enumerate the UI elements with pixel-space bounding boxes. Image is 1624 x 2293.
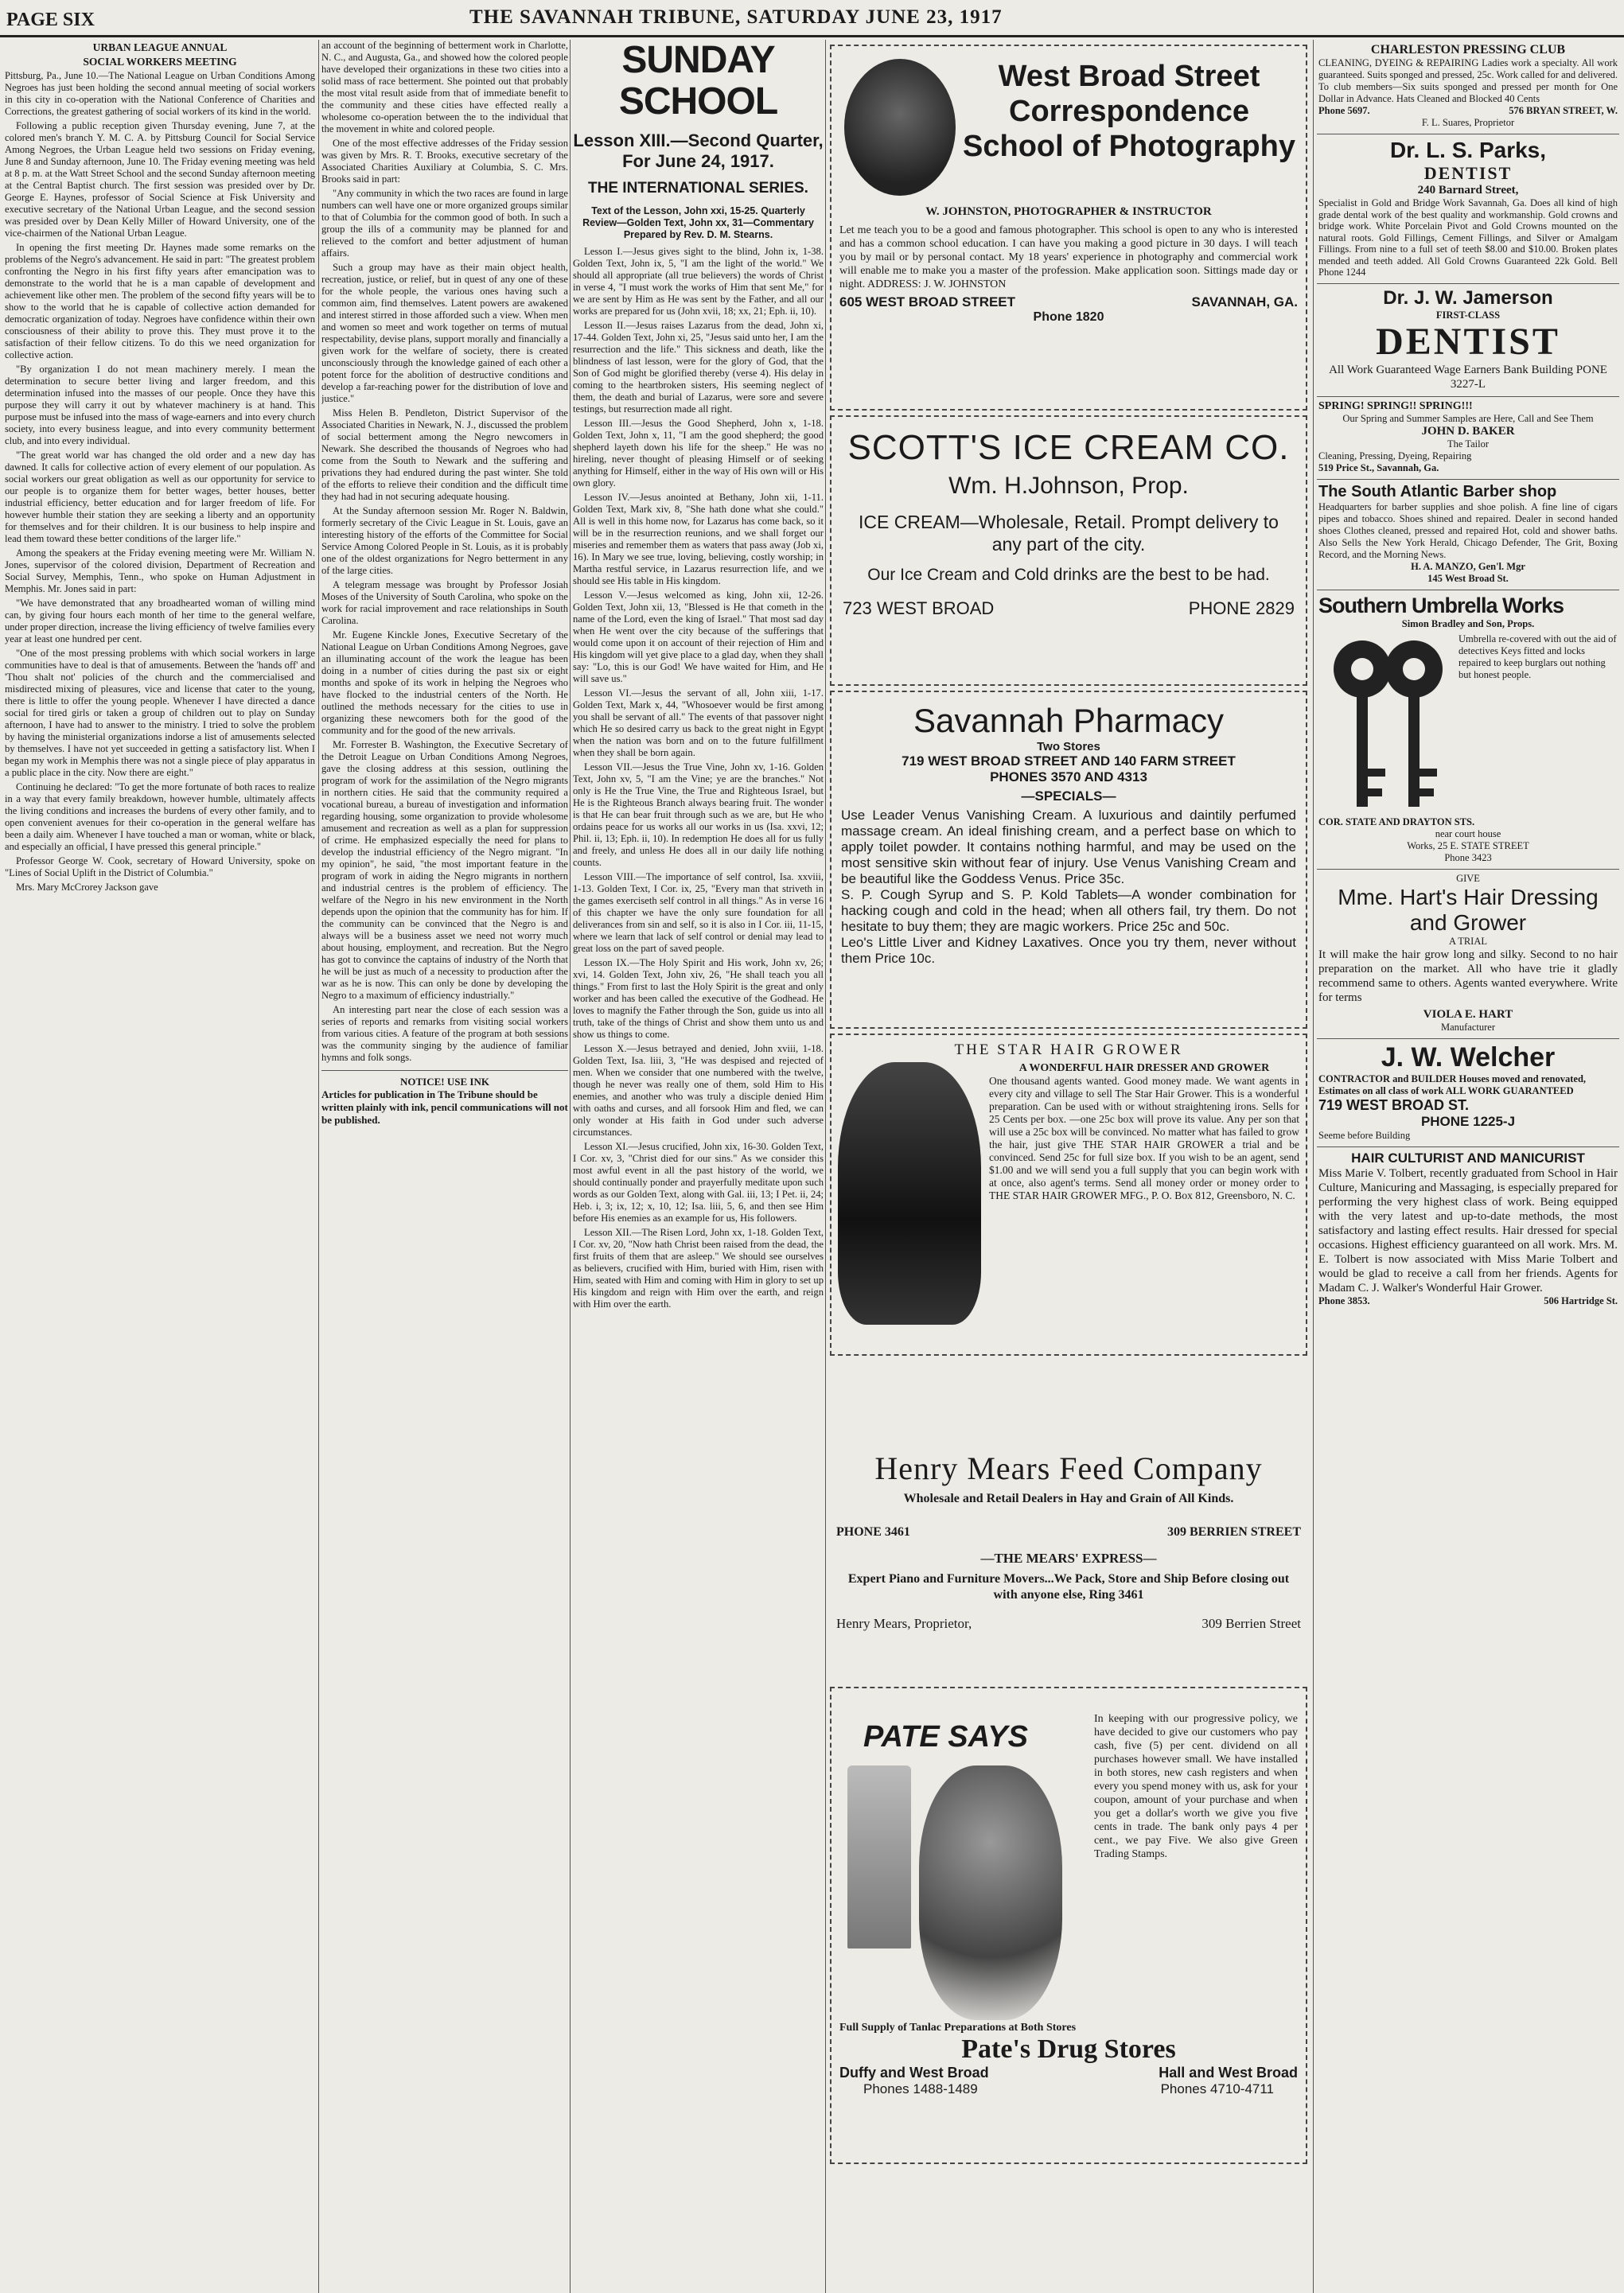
hair-ad-text bbox=[981, 1062, 1299, 1325]
pate-illustration bbox=[839, 1765, 1086, 2020]
article-paragraph: Pittsburg, Pa., June 10.—The National League on Urban Conditions Among Negroes has just been holding the second annual meeting of social workers in this city in co-operation with the National Conference of Charities and Corrections, the greatest gathering of social workers of its kind in the world. bbox=[5, 70, 315, 117]
photo-ad-title: West Broad Street Correspondence School of Photography bbox=[963, 60, 1295, 163]
article-paragraph: "We have demonstrated that any broadhearted woman of willing mind can, by giving four hours each month of her time to the general welfare, under proper direction, increase the living efficiency of twelve families every year at least one hundred per cent. bbox=[5, 598, 315, 644]
parks-dentist-ad bbox=[1317, 134, 1619, 284]
article-paragraph: Miss Helen B. Pendleton, District Supervisor of the Associated Charities in Newark, N. J., discussed the problem of social betterment among the Negro newcomers in Newark. She described the thousands of Negroes who had come from the South to Newark and the suffering and privations they had endured during the past winter. She told of the efforts to relieve their condition and the difficult time they had had in not securing adequate housing. bbox=[321, 407, 568, 502]
pate-ad-top bbox=[839, 1696, 1298, 2020]
lesson-paragraph: Lesson XII.—The Risen Lord, John xx, 1-18. Golden Text, I Cor. xv, 20, "Now hath Christ been raised from the dead, the first fruits of them that are asleep." We should see ourselves as believers, crucified with Him, buried with Him, risen with Him, seated with Him and coming with Him in glory to set up His kingdom and reign with Him over the earth, and reign with Him over the earth. bbox=[573, 1227, 824, 1310]
lesson-paragraph: Lesson IV.—Jesus anointed at Bethany, John xii, 1-11. Golden Text, Mark xiv, 8, "She hath done what she could." All is well in this home now, for Lazarus has come back, so it will be in the resurrection reunions, and we shall forget our miseries and remember them as waters that pass away (Job xi, 16). In Mary we see true, loving, believing, costly worship; in Martha restful service, in Lazarus resurrection life, and we should see His table in His kingdom. bbox=[573, 492, 824, 586]
welcher-phone: PHONE 1225-J bbox=[1420, 1113, 1516, 1129]
jamerson-big: DENTIST bbox=[1376, 320, 1560, 363]
column-divider bbox=[570, 40, 571, 2293]
charleston-title: CHARLESTON PRESSING CLUB bbox=[1370, 43, 1566, 56]
lesson-paragraph: Lesson VII.—Jesus the True Vine, John xv, 1-16. Golden Text, John xv, 5, "I am the Vine; ye are the branches." Not only is He the True Vine, the True and Righteous Israel, but He is the Righteous Branch always bearing fruit. The wonder is that He can bear fruit through such as we are, but He who ordains peace for us works all our works in us (Isa. xxvi, 12; Phil. ii, 13; Eph. ii, 10). In redemption He does all for us fully and freely, and unless He does all in our daily life nothing counts. bbox=[573, 761, 824, 868]
ice-cream-title: SCOTT'S ICE CREAM CO. bbox=[847, 428, 1290, 467]
photo-ad-city: SAVANNAH, GA. bbox=[1191, 294, 1298, 309]
photo-ad-address: 605 WEST BROAD STREET bbox=[839, 294, 1016, 309]
pharmacy-phones: PHONES 3570 AND 4313 bbox=[990, 769, 1147, 784]
umbrella-works-ad bbox=[1317, 590, 1619, 870]
express-heading: —THE MEARS' EXPRESS— bbox=[980, 1551, 1157, 1566]
pate-locations-row bbox=[839, 2065, 1298, 2081]
article-paragraph: At the Sunday afternoon session Mr. Roger N. Baldwin, formerly secretary of the Civic League in St. Louis, gave an interesting history of the efforts of the Committee for Social Service Among Colored People in St. Louis, as it is probably one of the oldest organizations for Negro betterment in any of the large cities. bbox=[321, 505, 568, 576]
ice-cream-phone: PHONE 2829 bbox=[1188, 598, 1295, 618]
charleston-proprietor: F. L. Suares, Proprietor bbox=[1421, 117, 1515, 128]
umbrella-proprietor: Simon Bradley and Son, Props. bbox=[1401, 617, 1535, 629]
column-divider bbox=[1313, 40, 1314, 2293]
charleston-phone: Phone 5697. bbox=[1318, 105, 1370, 116]
feed-phone-row bbox=[836, 1525, 1301, 1540]
ice-cream-address: 723 WEST BROAD bbox=[843, 598, 995, 618]
lesson-paragraph: Lesson IX.—The Holy Spirit and His work, John xv, 26; xvi, 14. Golden Text, John xiv, 26, "He shall teach you all things." From first to last the Holy Spirit is the great and only worker and has been called the executive of the Godhead. He loves to magnify the Father through the Son, guide us into all truth, take of the things of Christ and show them unto us and show us things to come. bbox=[573, 957, 824, 1040]
column-divider bbox=[318, 40, 319, 2293]
feed-title: Henry Mears Feed Company bbox=[874, 1450, 1263, 1486]
article-paragraph: A telegram message was brought by Professor Josiah Moses of the University of South Carolina, who spoke on the work for racial improvement and race relationships in South Carolina. bbox=[321, 579, 568, 626]
feed-company-ad bbox=[830, 1362, 1307, 1680]
woman-portrait-image bbox=[838, 1062, 981, 1325]
pate-ad-left bbox=[839, 1696, 1086, 2020]
umbrella-body-row bbox=[1318, 633, 1618, 816]
barber-title: The South Atlantic Barber shop bbox=[1318, 482, 1557, 500]
article-paragraph: Among the speakers at the Friday evening meeting were Mr. William N. Jones, supervisor of the colored division, Department of Recreation and Social Survey, Memphis, Tenn., who spoke on Human Adjustment in Memphis. Mr. Jones said in part: bbox=[5, 547, 315, 594]
article-paragraph: Following a public reception given Thursday evening, June 7, at the colored men's branch Y. M. C. A. by Pittsburg Council for Social Service Among Negroes, the Urban League held two sessions on Friday evening, June 8 and Sunday afternoon, June 10. The Friday evening meeting was held at 8 p. m. at the Watt Street School and the second Sunday afternoon meeting at the Central Baptist church. The first session was presided over by Dr. George E. Haynes, professor of Social Science at Fisk University and executive secretary of the National Urban League, and the second session was presided over by Dean Kelly Miller of Howard University, one of the vice-chairmen of the National Urban League. bbox=[5, 120, 315, 239]
feed-proprietor-row bbox=[836, 1616, 1301, 1632]
pate-title: PATE SAYS bbox=[863, 1720, 1028, 1754]
pharmacy-address: 719 WEST BROAD STREET AND 140 FARM STREET bbox=[902, 753, 1236, 769]
article-paragraph: In opening the first meeting Dr. Haynes made some remarks on the problems of the Negro's advancement. He said in part: "The greatest problem confronting the Negro in his first fifty years after emancipation was to demonstrate to the world that he is a man capable of development and achievement like other men. The problem of the second fifty years will be to show to the world that he is capable of collective action demanded for democratic organization of today. Negroes have confidence within their own consciousness of their ability to prove this. They must prove it to the satisfaction of their fellow citizens. To do this we need organization for collective action. bbox=[5, 242, 315, 360]
hair-culturist-ad bbox=[1317, 1147, 1619, 1310]
umbrella-title: Southern Umbrella Works bbox=[1318, 593, 1564, 617]
lesson-paragraph: Lesson VIII.—The importance of self control, Isa. xxviii, 1-13. Golden Text, I Cor. ix, 25, "Every man that striveth in the games exerciseth self control in all things." As in verse 16 of this chapter we have the only sure foundation for all deliverances from sin and self, so it is also in I Cor. iii, 11-15, where we learn that lack of self control or denial may lead to great loss on the part of saved people. bbox=[573, 871, 824, 954]
pharmacy-stores: Two Stores bbox=[1037, 740, 1100, 753]
welcher-see: Seeme before Building bbox=[1318, 1129, 1411, 1141]
pate-drug-ad bbox=[830, 1687, 1307, 2164]
star-hair-grower-ad bbox=[830, 1034, 1307, 1356]
welcher-title: J. W. Welcher bbox=[1381, 1041, 1556, 1073]
jamerson-dentist-ad bbox=[1317, 284, 1619, 397]
umbrella-phone: Phone 3423 bbox=[1444, 851, 1492, 863]
hair-culturist-contact bbox=[1318, 1295, 1618, 1307]
hair-ad-body-row bbox=[838, 1062, 1299, 1325]
photography-school-ad bbox=[830, 45, 1307, 411]
hair-ad-subtitle: A WONDERFUL HAIR DRESSER AND GROWER bbox=[1018, 1062, 1270, 1074]
pate-stores-title: Pate's Drug Stores bbox=[961, 2034, 1176, 2064]
article-paragraph: an account of the beginning of betterment work in Charlotte, N. C., and Augusta, Ga., and showed how the colored people have developed their organizations in these two cities into a solid mass of race betterment. She pointed out that probably the most vital result aside from that of immediate benefit to the community and these cities have effected really a wholesome co-operation between the to the individual that the movement in white and colored people. bbox=[321, 40, 568, 134]
medicine-bottle-image bbox=[847, 1765, 911, 1948]
hart-hair-ad bbox=[1317, 870, 1619, 1039]
parks-title: Dr. L. S. Parks, bbox=[1389, 138, 1547, 162]
column-divider bbox=[825, 40, 826, 2293]
pharmacy-special-1: Use Leader Venus Vanishing Cream. A luxurious and daintily perfumed massage cream. An ideal finishing cream, and a perfect base on which to apply toilet powder. It contains nothing harmful, and may be used on the most sensitive skin without fear of injury. Use Venus Vanishing Cream and be beautiful like the Goddess Venus. Price 35c. bbox=[841, 808, 1296, 886]
ice-cream-address-row bbox=[843, 598, 1295, 619]
hair-culturist-title: HAIR CULTURIST AND MANICURIST bbox=[1351, 1150, 1585, 1166]
feed-address: 309 BERRIEN STREET bbox=[1166, 1525, 1301, 1539]
masthead: THE SAVANNAH TRIBUNE, SATURDAY JUNE 23, 1917 bbox=[469, 6, 1003, 28]
classified-column bbox=[1317, 40, 1619, 2293]
article-column-1 bbox=[5, 40, 315, 2293]
photo-ad-top bbox=[839, 54, 1298, 200]
pate-phone-right: Phones 4710-4711 bbox=[1160, 2081, 1274, 2096]
welcher-address: 719 WEST BROAD ST. bbox=[1318, 1096, 1470, 1113]
pharmacy-title: Savannah Pharmacy bbox=[913, 702, 1224, 739]
pharmacy-specials: —SPECIALS— bbox=[1021, 788, 1116, 804]
article-paragraph: Mr. Eugene Kinckle Jones, Executive Secretary of the National League on Urban Conditions Among Negroes, gave an illuminating account of the work the league has been doing in a number of cities during the past six or eight months and spoke of its work in helping the Negroes who have flocked to the industrial centers of the North. He outlined the methods necessary for the cities to use in organizing these newcomers both for the good of the community and for the good of the new arrivals. bbox=[321, 629, 568, 736]
lesson-heading: Lesson XIII.—Second Quarter, For June 24, 1917. bbox=[573, 130, 824, 171]
notice-body: Articles for publication in The Tribune should be written plainly with ink, pencil communications will not be published. bbox=[321, 1088, 568, 1126]
baker-role: The Tailor bbox=[1447, 438, 1489, 450]
hart-body: It will make the hair grow long and silky. Second to no hair preparation on the market. All who have trie it gladly recommend same to others. Agents wanted everywhere. Write for terms bbox=[1318, 948, 1618, 1004]
photo-ad-phone: Phone 1820 bbox=[1033, 310, 1104, 324]
barber-body: Headquarters for barber supplies and shoe polish. A fine line of cigars pipes and tobacco. Shoes shined and repaired. Dealer in second handed shoes Clothes cleaned, pressed and repaired Hot, cold and shower baths. Also Sells the New York Herald, Chicago Defender, The Grit, Boxing Record, and the Morning News. bbox=[1318, 500, 1618, 560]
article-paragraph: "The great world war has changed the old order and a new day has dawned. It calls for collective action of every element of our population. As social workers our great obligation as well as our opportunity for service to our people is to organize them for better wages, better houses, better industrial efficiency, better education and for larger freedom of life. For however humble their station they are seeking a liberty and an opportunity for themselves and for their children. It is our business to help inspire and lead them toward these better conditions of the larger life." bbox=[5, 450, 315, 544]
portrait-image bbox=[844, 59, 956, 196]
hart-give: GIVE bbox=[1456, 872, 1480, 884]
page-header bbox=[0, 0, 1624, 37]
hart-trial: A TRIAL bbox=[1448, 935, 1488, 947]
sunday-school-title: SUNDAY SCHOOL bbox=[618, 40, 778, 123]
article-column-2 bbox=[321, 40, 568, 2293]
pharmacist-image bbox=[919, 1765, 1062, 2020]
pate-phones-row bbox=[839, 2081, 1298, 2097]
charleston-ad bbox=[1317, 40, 1619, 134]
feed-phone: PHONE 3461 bbox=[836, 1525, 910, 1539]
notice-box bbox=[321, 1070, 568, 1127]
umbrella-address-1: COR. STATE AND DRAYTON STS. bbox=[1318, 816, 1475, 827]
baker-services: Cleaning, Pressing, Dyeing, Repairing bbox=[1318, 450, 1472, 461]
pate-body: In keeping with our progressive policy, we have decided to give our customers who pay cash, five (5) per cent. dividend on all purchases however small. We have installed in both stores, new cash registers and when every you spend money with us, ask for your coupon, amount of your purchase and when you get a dollar's worth we give you five cents in trade. The bank only pays 4 per cent., we pay Five. We also give Green Trading Stamps. bbox=[1094, 1713, 1298, 1860]
umbrella-body: Umbrella re-covered with out the aid of detectives Keys fitted and locks repaired to keep burglars out nothing but honest people. bbox=[1458, 633, 1617, 680]
article-paragraph: Such a group may have as their main object health, recreation, justice, or relief, but in quest of any one of these for the whole people, the various ones having such a common aim, find themselves. Latent powers are awakened and interest stirred in those afforded such a view. When men and women so meet and work together on terms of mutual respectability, devise plans, support morally and financially a given work for the welfare of society, there is created unconsciously through the knowledge gained of each other a potent force for the abolition of destructive conditions and develop a far-reaching power for the distribution of love and justice." bbox=[321, 262, 568, 404]
hair-culturist-body: Miss Marie V. Tolbert, recently graduated from School in Hair Culture, Manicuring and Massaging, is especially prepared for performing the very highest class of work. Being equipped with the very latest and up-to-date methods, the most satisfactory and lasting effect results. Hair dressed for special occasions. Highest efficiency guaranteed on all work. Mrs. M. E. Tolbert is now associated with Miss Marie Tolbert and would be glad to receive a call from her friends. Agents for Madam C. J. Walker's Wonderful Hair Grower. bbox=[1318, 1166, 1618, 1294]
pharmacy-special-2: S. P. Cough Syrup and S. P. Kold Tablets—A wonder combination for hacking cough and cold in the head; when all others fail, try them. Do not hesitate to buy them; they are magic workers. Price 25c and 50c. bbox=[841, 887, 1296, 934]
article-paragraph: "One of the most pressing problems with which social workers in large communities have to deal is that of amusements. Between the 'hands off' and 'Thou shalt not' policies of the church and the commercialised and misdirected mixing of pleasures, vice and license that cater to the young, there is little to offer the young people. Whenever I have directed a dance social for tired girls or taken a group of children out to play on Sunday afternoon, I have had to answer to the ministry. I tried to solve the problem by having the ministerial organizations indorse a list of amusements selected by themselves. I have not yet succeeded in getting a satisfactory list. When I began my work in Memphis there was not a single piece of play apparatus in a public place in the city. Now there are eight." bbox=[5, 648, 315, 778]
baker-name: JOHN D. BAKER bbox=[1421, 424, 1515, 438]
feed-proprietor: Henry Mears, Proprietor, bbox=[836, 1616, 972, 1631]
hair-ad-body: One thousand agents wanted. Good money made. We want agents in every city and village to sell The Star Hair Grower. This is a wonderful preparation. Can be used with or without straightening irons. Sells for 25 Cents per box. —one 25c box will prove its value. Any per son that will use a 25c box will be convinced. No matter what has failed to grow the hair, just give THE STAR HAIR GROWER a trial and be convinced. Send 25c for full size box. If you wish to be an agent, send $1.00 and we will send you a full supply that you can begin work with at once, also agent's terms. Send all money order or money order to THE STAR HAIR GROWER MFG., P. O. Box 812, Greensboro, N. C. bbox=[989, 1075, 1299, 1201]
jamerson-body: All Work Guaranteed Wage Earners Bank Building PONE 3227-L bbox=[1329, 363, 1607, 391]
article-paragraph: Mr. Forrester B. Washington, the Executive Secretary of the Detroit League on Urban Conditions Among Negroes, gave the closing address at this session, outlining the program of work for the assimilation of the Negro migrants in northern cities. He said that the community required a vocational bureau, a bureau of investigation and information regarding housing, some organization to provide wholesome amusement and recreation as well as a plan for suppression of crime. He emphasized especially the need for plans to develop the industrial efficiency of the Negro migrant. "In my opinion", he said, "the most important feature in the program of work in aiding the Negro migrants in northern and industrial centres is the problem of efficiency. The welfare of the Negro in his new environment in the North depends upon the opinion that the community has for him. If the community can be convinced that the Negro is and always will be a business asset we need not worry much about housing, employment, and recreation. But the Negro has got to convince the captains of industry of the North that he will be just as much of a necessity to production after the war as he is now. This can only be done by developing the Negro to a maximum of efficiency industrially." bbox=[321, 739, 568, 1001]
umbrella-address-2: near court house bbox=[1435, 827, 1501, 839]
article-paragraph: Mrs. Mary McCrorey Jackson gave bbox=[16, 882, 158, 893]
parks-body: Specialist in Gold and Bridge Work Savannah, Ga. Does all kind of high grade dental work of the best quality and workmanship. Gold crowns and bridge work. White Porcelain Pivot and Gold Crowns mounted on the natural roots. Gold Fillings, Cement Fillings, and Silver or Amalgam Fillings. From nine to a full set of teeth $8.00 and $10.00. Broken plates mended and teeth added. All Gold Crowns Guaranteed 22k Gold. Bell Phone 1244 bbox=[1318, 197, 1618, 278]
lesson-paragraph: Lesson XI.—Jesus crucified, John xix, 16-30. Golden Text, I Cor. xv, 3, "Christ died for our sins." As we consider this most awful event in all the past history of the world, we should continually ponder and prayerfully meditate upon such words as our Golden Text, along with Gal. iii, 13; I Pet. ii, 24; Heb. i, 3; ix, 12; x, 10, 12; Isa. liii, 5, 6, and then see Him before His enemies as an example for us, His followers. bbox=[573, 1141, 824, 1224]
lesson-paragraph: Lesson X.—Jesus betrayed and denied, John xviii, 1-18. Golden Text, Isa. liii, 3, "He was despised and rejected of men. When we consider that one numbered with the twelve, though he never was really one of them, sold Him to His enemies, and another who was truly a disciple denied Him with oaths and curses, and all forsook Him and fled, we can only wonder at His faith in God under such adverse circumstances. bbox=[573, 1043, 824, 1138]
pharmacy-ad bbox=[830, 691, 1307, 1029]
ice-cream-line-1: ICE CREAM—Wholesale, Retail. Prompt delivery to any part of the city. bbox=[859, 512, 1279, 555]
umbrella-address-3: Works, 25 E. STATE STREET bbox=[1407, 839, 1529, 851]
article-paragraph: "Any community in which the two races are found in large numbers can well have one or more organized groups similar to that of Columbia for the common good of both. In such a group the ills of a community may be planned for and relieved to the comfort and better adjustment of human affairs. bbox=[321, 188, 568, 259]
keys-icon bbox=[1318, 633, 1454, 816]
article-subheading: SOCIAL WORKERS MEETING bbox=[83, 56, 237, 68]
baker-tailor-ad bbox=[1317, 397, 1619, 480]
jamerson-title: Dr. J. W. Jamerson bbox=[1383, 286, 1553, 309]
hart-role: Manufacturer bbox=[1440, 1021, 1496, 1033]
charleston-body: CLEANING, DYEING & REPAIRING Ladies work a specialty. All work guaranteed. Suits sponged and pressed, 25c. Work called for and delivered. To club members—Six suits sponged and pressed per month for One Dollar in Advance. Hats Cleaned and Blocked 40 Cents bbox=[1318, 57, 1618, 104]
pate-location-right: Hall and West Broad bbox=[1159, 2065, 1298, 2081]
ice-cream-proprietor: Wm. H.Johnson, Prop. bbox=[948, 473, 1189, 499]
welcher-body: CONTRACTOR and BUILDER Houses moved and renovated, Estimates on all class of work ALL WORK GUARANTEED bbox=[1318, 1073, 1587, 1096]
photo-ad-address-row bbox=[839, 294, 1298, 310]
lesson-paragraph: Lesson II.—Jesus raises Lazarus from the dead, John xi, 17-44. Golden Text, John xi, 25, "Jesus said unto her, I am the resurrection and the life." This sickness and death, like the blindness of last lesson, were for the glory of God, that the Son of God might be glorified thereby (verse 4). His delay in coming to the heartbroken sisters, His seeming neglect of them, the death and burial of Lazarus, were sore and severe testings, but resurrection made all right. bbox=[573, 320, 824, 415]
sunday-school-column bbox=[573, 40, 824, 2293]
barber-shop-ad bbox=[1317, 480, 1619, 590]
notice-title: NOTICE! USE INK bbox=[400, 1076, 489, 1088]
article-paragraph: "By organization I do not mean machinery merely. I mean the determination to secure better living and larger freedom, and this determination infused into the masses of our people. Once they have this purpose they will carry it out by whatever machinery is at hand. This purpose must be infused into the mass of wage-earners and into every church society, into every business league, and into every community betterment club, and into every individual. bbox=[5, 364, 315, 446]
article-heading: URBAN LEAGUE ANNUAL bbox=[92, 41, 228, 53]
express-body: Expert Piano and Furniture Movers...We Pack, Store and Ship Before closing out with anyone else, Ring 3461 bbox=[847, 1572, 1290, 1602]
charleston-address: 576 BRYAN STREET, W. bbox=[1509, 105, 1618, 116]
article-paragraph: An interesting part near the close of each session was a series of reports and remarks from visiting social workers from various cities. A feature of the program at both sessions was the community singing by the audience of familiar hymns and folk songs. bbox=[321, 1004, 568, 1063]
lesson-paragraph: Lesson VI.—Jesus the servant of all, John xiii, 1-17. Golden Text, Mark x, 44, "Whosoever would be first among you shall be servant of all." The events of that passover night which He so desired carry us back to the great night in Egypt when the nation was born and on to the future fulfillment when they shall be born again. bbox=[573, 687, 824, 758]
parks-subtitle: DENTIST bbox=[1423, 163, 1513, 183]
pate-supply: Full Supply of Tanlac Preparations at Both Stores bbox=[839, 2022, 1077, 2034]
page-number: PAGE SIX bbox=[6, 10, 95, 30]
article-paragraph: Professor George W. Cook, secretary of Howard University, spoke on "Lines of Social Uplift in the District of Columbia." bbox=[5, 855, 315, 878]
pate-location-left: Duffy and West Broad bbox=[839, 2065, 989, 2081]
hair-culturist-address: 506 Hartridge St. bbox=[1544, 1294, 1618, 1306]
barber-manager: H. A. MANZO, Gen'l. Mgr bbox=[1411, 560, 1525, 572]
hart-title: Mme. Hart's Hair Dressing and Grower bbox=[1338, 884, 1599, 935]
ice-cream-ad bbox=[830, 415, 1307, 686]
hair-ad-title: THE STAR HAIR GROWER bbox=[954, 1041, 1183, 1058]
photo-ad-body: Let me teach you to be a good and famous photographer. This school is open to any who is interested and has a common school education. I can have you making a good picture in 30 days. I will teach you by mail or by personal contact. My 18 years' experience in photography and commercial work will enable me to make you a master of the profession. Make application soon. Sittings made day or night. ADDRESS: J. W. JOHNSTON bbox=[839, 224, 1298, 290]
baker-title: SPRING! SPRING!! SPRING!!! bbox=[1318, 399, 1473, 412]
baker-address: 519 Price St., Savannah, Ga. bbox=[1318, 461, 1439, 473]
photo-ad-subtitle: W. JOHNSTON, PHOTOGRAPHER & INSTRUCTOR bbox=[925, 205, 1212, 218]
feed-address-2: 309 Berrien Street bbox=[1201, 1616, 1301, 1631]
hart-name: VIOLA E. HART bbox=[1423, 1007, 1513, 1021]
ice-cream-line-2: Our Ice Cream and Cold drinks are the best to be had. bbox=[867, 566, 1270, 584]
lesson-paragraph: Lesson III.—Jesus the Good Shepherd, John x, 1-18. Golden Text, John x, 11, "I am the good shepherd; the good shepherd layeth down his life for the sheep." He was no hireling, never thought of pleasing Himself or of seeking anything for Himself, either in the way of His own will or His own glory. bbox=[573, 418, 824, 489]
article-paragraph: Continuing he declared: "To get the more fortunate of both races to realize in a way that every family breakdown, however humble, ultimately affects the living conditions and increases the burdens of every other family, and to open convenient avenues for their co-operation in the general welfare has been a daily aim. Whenever I have touched a man or woman, white or black, and especially an official, I have pressed this general principle." bbox=[5, 781, 315, 852]
series-heading: THE INTERNATIONAL SERIES. bbox=[588, 180, 808, 197]
lesson-paragraph: Lesson I.—Jesus gives sight to the blind, John ix, 1-38. Golden Text, John ix, 5, "I am the light of the world." We should all appropriate (all true believers) the words of Christ in verse 4, "I must work the works of Him that sent Me," for we are sent by Him as He was sent by the Father, and all our works are prepared for us (John xvii, 18; xx, 21; Eph. ii, 10). bbox=[573, 246, 824, 317]
feed-subtitle: Wholesale and Retail Dealers in Hay and Grain of All Kinds. bbox=[903, 1492, 1234, 1505]
lesson-paragraph: Lesson V.—Jesus welcomed as king, John xii, 12-26. Golden Text, John xii, 13, "Blessed is He that cometh in the name of the Lord, even the king of Israel." That most sad day when He went over the city because of the sufferings that would come upon it on account of their rejection of Him and His kingdom will yet give place to a glad day, when they shall say: "Lo, this is our God! We have waited for Him, and He will save us." bbox=[573, 590, 824, 684]
charleston-contact bbox=[1318, 105, 1618, 117]
welcher-builder-ad bbox=[1317, 1039, 1619, 1147]
baker-body: Our Spring and Summer Samples are Here, Call and See Them bbox=[1342, 412, 1594, 424]
parks-address: 240 Barnard Street, bbox=[1417, 184, 1519, 197]
pharmacy-special-3: Leo's Little Liver and Kidney Laxatives. Once you try them, never without them Price 10c. bbox=[841, 935, 1296, 966]
header-rule bbox=[0, 35, 1624, 37]
hair-culturist-phone: Phone 3853. bbox=[1318, 1294, 1370, 1306]
article-paragraph: One of the most effective addresses of the Friday session was given by Mrs. R. T. Brooks, executive secretary of the Associated Charities Auxiliary at Columbia, S. C. Mrs. Brooks said in part: bbox=[321, 138, 568, 185]
pate-phone-left: Phones 1488-1489 bbox=[863, 2081, 978, 2096]
jamerson-subtitle: FIRST-CLASS bbox=[1435, 309, 1501, 321]
lesson-text-reference: Text of the Lesson, John xxi, 15-25. Quarterly Review—Golden Text, John xx, 31—Commentary Prepared by Rev. D. M. Stearns. bbox=[582, 205, 814, 240]
barber-address: 145 West Broad St. bbox=[1427, 572, 1509, 584]
